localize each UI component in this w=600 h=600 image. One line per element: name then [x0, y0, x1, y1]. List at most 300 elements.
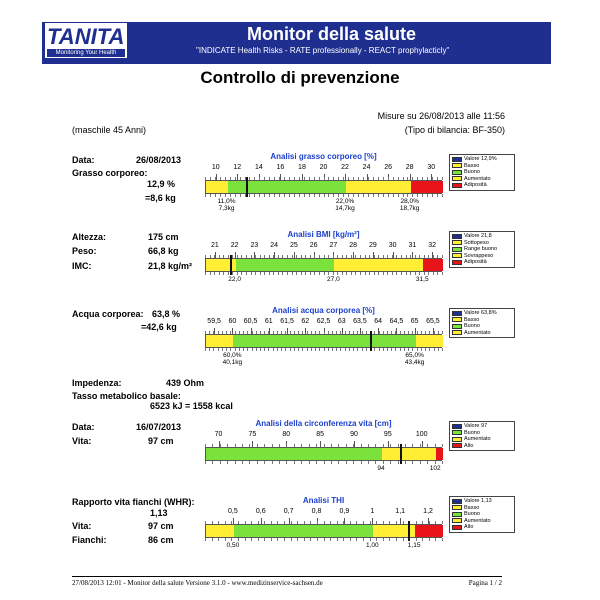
whr-minor-tick [356, 538, 357, 541]
bmi-threshold-label: 31,5 [415, 276, 429, 283]
water-range-green [233, 335, 415, 347]
waist-minor-tick [227, 461, 228, 464]
fat-threshold-kg: 14,7kg [335, 205, 355, 212]
water-minor-tick [311, 348, 312, 351]
waist-minor-tick [257, 461, 258, 464]
whr-range-yellow [206, 525, 234, 537]
bmi-minor-tick [351, 272, 352, 275]
whr-minor-tick [383, 538, 384, 541]
fat-threshold-label: 28,0% [400, 198, 419, 205]
water-minor-tick [442, 331, 443, 334]
whr-minor-tick [396, 538, 397, 541]
fat-tick-label: 18 [298, 164, 306, 171]
waist-minor-tick [427, 461, 428, 464]
water-threshold-label: 60,0% [223, 352, 242, 359]
fat-kg: =8,6 kg [145, 193, 176, 203]
waist-minor-tick [338, 461, 339, 464]
footer-info: 27/08/2013 12:01 - Monitor della salute Versione 3.1.0 - www.medizinservice-sachsen.de [72, 579, 323, 587]
waist-legend [449, 421, 515, 451]
bmi-legend-text: Sottopeso [464, 239, 489, 246]
imc-value: 21,8 kg/m² [148, 261, 193, 271]
water-minor-tick [307, 348, 308, 351]
whr-minor-tick [245, 538, 246, 541]
fat-value-marker [246, 177, 248, 197]
whr-minor-tick [389, 538, 390, 541]
fat-legend-text: Adiposità [464, 182, 487, 188]
waist-date-label: Data: [72, 422, 95, 432]
fat-minor-tick [309, 194, 310, 197]
bmi-legend-swatch [452, 240, 462, 245]
bmi-legend-swatch [452, 234, 462, 239]
whr-minor-tick [442, 538, 443, 541]
whr-minor-tick [350, 538, 351, 541]
fat-tick-label: 12 [233, 164, 242, 171]
water-minor-tick [205, 348, 206, 351]
waist-legend-text: Valore 97 [464, 423, 488, 429]
bmi-tick-label: 21 [210, 242, 219, 249]
bmi-minor-tick [383, 272, 384, 275]
water-threshold-label: 65,0% [405, 352, 424, 359]
water-minor-tick [213, 348, 214, 351]
whr-tick-label: 0,9 [339, 508, 350, 515]
fat-minor-tick [398, 194, 399, 197]
bmi-bar [205, 258, 442, 272]
bmi-tick-label: 24 [270, 242, 279, 249]
water-minor-tick [285, 348, 286, 351]
whr-minor-tick [297, 538, 298, 541]
whr-hip-value: 86 cm [148, 535, 174, 545]
bmi-minor-tick [337, 272, 338, 275]
fat-legend-text: Valore 12,9% [464, 156, 497, 162]
whr-legend-text: Buono [464, 511, 480, 517]
waist-legend-text: Alto [464, 442, 474, 449]
whr-tick-label: 0,7 [283, 508, 294, 515]
waist-legend-swatch [452, 430, 462, 435]
bmi-minor-tick [365, 272, 366, 275]
bmi-minor-tick [241, 272, 242, 275]
bmi-minor-tick [260, 272, 261, 275]
water-minor-tick [302, 348, 303, 351]
fat-label: Grasso corporeo: [72, 168, 148, 178]
whr-tick-label: 1,1 [395, 508, 406, 515]
water-chart-title: Analisi acqua corporea [%] [272, 306, 375, 315]
water-legend-text: Basso [464, 316, 480, 323]
whr-minor-tick [363, 538, 364, 541]
waist-minor-tick [383, 461, 384, 464]
bmi-value-marker [230, 255, 232, 275]
fat-legend-text: Aumentato [464, 175, 491, 182]
waist-legend-text: Aumentato [464, 436, 491, 442]
waist-chart-title: Analisi della circonferenza vita [cm] [255, 419, 392, 428]
fat-minor-tick [358, 194, 359, 197]
bmi-minor-tick [214, 272, 215, 275]
water-minor-tick [277, 348, 278, 351]
bmi-range-yellow [334, 259, 423, 271]
whr-legend-swatch [452, 499, 462, 504]
bmi-minor-tick [378, 272, 379, 275]
bmi-minor-tick [228, 272, 229, 275]
whr-minor-tick [422, 538, 423, 541]
water-range-yellow [416, 335, 443, 347]
water-minor-tick [353, 348, 354, 351]
fat-minor-tick [235, 194, 236, 197]
whr-legend-swatch [452, 512, 462, 517]
whr-minor-tick [435, 538, 436, 541]
water-tick-label: 63 [337, 318, 346, 325]
bmi-minor-tick [301, 272, 302, 275]
water-legend-text: Aumentato [464, 329, 491, 336]
waist-minor-tick [398, 461, 399, 464]
waist-minor-tick [294, 461, 295, 464]
bmi-minor-tick [269, 272, 270, 275]
waist-minor-tick [272, 461, 273, 464]
water-minor-tick [324, 348, 325, 351]
waist-minor-tick [390, 461, 391, 464]
waist-value: 97 cm [148, 436, 174, 446]
whr-waist-value: 97 cm [148, 521, 174, 531]
whr-label: Rapporto vita fianchi (WHR): [72, 497, 195, 507]
whr-range-red [415, 525, 443, 537]
fat-chart-title: Analisi grasso corporeo [%] [270, 152, 377, 161]
fat-legend-text: Buono [464, 169, 480, 175]
waist-minor-tick [264, 461, 265, 464]
water-minor-tick [290, 348, 291, 351]
whr-minor-tick [251, 538, 252, 541]
fat-minor-tick [259, 194, 260, 197]
fat-range-yellow [346, 181, 411, 193]
water-minor-tick [298, 348, 299, 351]
water-minor-tick [268, 348, 269, 351]
whr-minor-tick [343, 538, 344, 541]
fat-minor-tick [269, 194, 270, 197]
water-legend [449, 308, 515, 338]
whr-minor-tick [277, 538, 278, 541]
waist-threshold-label: 102 [429, 465, 441, 472]
waist-minor-tick [361, 461, 362, 464]
waist-minor-tick [368, 461, 369, 464]
bmi-legend-text: Adiposità [464, 259, 487, 265]
water-bar [205, 334, 442, 348]
waist-range-yellow [382, 448, 436, 460]
whr-legend-text: Basso [464, 504, 480, 511]
bmi-minor-tick [374, 272, 375, 275]
water-tick-label: 61 [264, 318, 273, 325]
waist-minor-tick [324, 461, 325, 464]
whr-minor-tick [310, 538, 311, 541]
fat-legend-swatch [452, 183, 462, 188]
water-minor-tick [417, 348, 418, 351]
whr-legend-text: Aumentato [464, 517, 491, 524]
whr-minor-tick [258, 538, 259, 541]
water-minor-tick [400, 348, 401, 351]
water-tick-label: 61,5 [280, 318, 294, 325]
water-minor-tick [345, 348, 346, 351]
height-value: 175 cm [148, 232, 179, 242]
water-minor-tick [391, 348, 392, 351]
whr-minor-tick [231, 538, 232, 541]
fat-tick-label: 26 [384, 164, 393, 171]
waist-range-green [206, 448, 382, 460]
whr-minor-tick [337, 538, 338, 541]
fat-tick-label: 30 [427, 164, 436, 171]
bmi-minor-tick [314, 272, 315, 275]
bmi-minor-tick [237, 272, 238, 275]
waist-minor-tick [405, 461, 406, 464]
bmi-minor-tick [428, 272, 429, 275]
tanita-logo [45, 23, 127, 58]
fat-minor-tick [388, 194, 389, 197]
waist-minor-tick [309, 461, 310, 464]
fat-minor-tick [353, 194, 354, 197]
imc-label: IMC: [72, 261, 92, 271]
fat-minor-tick [264, 194, 265, 197]
fat-minor-tick [422, 194, 423, 197]
bmi-minor-tick [401, 272, 402, 275]
bmi-tick-label: 29 [368, 242, 377, 249]
water-minor-tick [222, 348, 223, 351]
fat-tick-label: 22 [341, 164, 349, 171]
fat-minor-tick [274, 194, 275, 197]
water-legend-text: Buono [464, 323, 480, 329]
bmi-minor-tick [282, 272, 283, 275]
waist-minor-tick [279, 461, 280, 464]
bmi-legend-swatch [452, 260, 462, 265]
fat-legend-swatch [452, 163, 462, 168]
water-minor-tick [357, 348, 358, 351]
water-minor-tick [319, 348, 320, 351]
whr-legend-swatch [452, 525, 462, 530]
bmi-minor-tick [392, 272, 393, 275]
waist-legend-swatch [452, 437, 462, 442]
fat-minor-tick [393, 194, 394, 197]
waist-minor-tick [346, 461, 347, 464]
whr-bar [205, 524, 442, 538]
water-minor-tick [239, 348, 240, 351]
water-minor-tick [404, 348, 405, 351]
water-legend-swatch [452, 324, 462, 329]
bmi-threshold-label: 27,0 [327, 276, 340, 283]
bmi-range-green [236, 259, 335, 271]
fat-range-red [411, 181, 443, 193]
water-tick-label: 62 [301, 318, 310, 325]
water-legend-swatch [452, 311, 462, 316]
whr-waist-label: Vita: [72, 521, 92, 531]
impedance-value: 439 Ohm [166, 378, 205, 388]
bmi-minor-tick [355, 272, 356, 275]
fat-minor-tick [343, 194, 344, 197]
waist-minor-tick [205, 461, 206, 464]
bmi-minor-tick [223, 272, 224, 275]
waist-minor-tick [316, 461, 317, 464]
weight-label: Peso: [72, 246, 97, 256]
bmi-minor-tick [424, 272, 425, 275]
whr-minor-tick [304, 538, 305, 541]
fat-tick-label: 10 [211, 164, 220, 171]
page-title: Controllo di prevenzione [200, 68, 400, 87]
water-minor-tick [243, 348, 244, 351]
fat-minor-tick [299, 194, 300, 197]
fat-minor-tick [205, 194, 206, 197]
water-tick-label: 63,5 [353, 318, 367, 325]
bmi-legend-text: Sovrappeso [464, 252, 494, 259]
fat-range-yellow [206, 181, 228, 193]
fat-minor-tick [324, 194, 325, 197]
waist-tick-label: 100 [415, 431, 428, 438]
bmi-minor-tick [442, 272, 443, 275]
fat-minor-tick [210, 194, 211, 197]
whr-tick-label: 1,2 [423, 508, 433, 515]
waist-minor-tick [420, 461, 421, 464]
whr-range-green [234, 525, 373, 537]
water-legend-swatch [452, 317, 462, 322]
bmi-minor-tick [442, 255, 443, 258]
water-minor-tick [340, 348, 341, 351]
bmi-minor-tick [287, 272, 288, 275]
fat-bar [205, 180, 442, 194]
water-label: Acqua corporea: [72, 309, 144, 319]
water-minor-tick [349, 348, 350, 351]
whr-minor-tick [284, 538, 285, 541]
water-minor-tick [383, 348, 384, 351]
whr-tick-label: 0,8 [311, 508, 322, 515]
whr-threshold-label: 1,00 [365, 542, 379, 549]
whr-minor-tick [416, 538, 417, 541]
fat-minor-tick [249, 194, 250, 197]
whr-minor-tick [317, 538, 318, 541]
fat-tick-label: 28 [405, 164, 414, 171]
water-minor-tick [429, 348, 430, 351]
bmi-minor-tick [319, 272, 320, 275]
bmi-tick-label: 26 [309, 242, 318, 249]
bmi-minor-tick [328, 272, 329, 275]
waist-minor-tick [412, 461, 413, 464]
water-threshold-kg: 40,1kg [222, 359, 243, 366]
waist-minor-tick [375, 461, 376, 464]
whr-minor-tick [218, 538, 219, 541]
bmi-minor-tick [205, 272, 206, 275]
metabolic-label: Tasso metabolico basale: [72, 391, 181, 401]
bmi-minor-tick [264, 272, 265, 275]
bmi-legend-text: Range buono [464, 246, 498, 252]
bmi-legend-text: Valore 21,8 [464, 233, 492, 239]
water-minor-tick [230, 348, 231, 351]
bmi-tick-label: 23 [250, 242, 259, 249]
water-threshold-kg: 43,4kg [404, 359, 425, 366]
fat-minor-tick [314, 194, 315, 197]
water-minor-tick [226, 348, 227, 351]
bmi-minor-tick [251, 272, 252, 275]
waist-tick-label: 75 [248, 431, 257, 438]
bmi-tick-label: 25 [289, 242, 298, 249]
fat-minor-tick [289, 194, 290, 197]
fat-tick-label: 16 [276, 164, 285, 171]
fat-minor-tick [294, 194, 295, 197]
fat-minor-tick [333, 194, 334, 197]
fat-tick-label: 14 [254, 164, 263, 171]
whr-minor-tick [429, 538, 430, 541]
fat-tick-label: 24 [362, 164, 371, 171]
bmi-minor-tick [255, 272, 256, 275]
bmi-minor-tick [433, 272, 434, 275]
scale-type: (Tipo di bilancia: BF-350) [404, 125, 505, 135]
waist-tick-label: 90 [350, 431, 358, 438]
water-minor-tick [374, 348, 375, 351]
whr-minor-tick [264, 538, 265, 541]
water-minor-tick [387, 348, 388, 351]
bmi-tick-label: 28 [349, 242, 358, 249]
bmi-minor-tick [406, 272, 407, 275]
water-minor-tick [362, 348, 363, 351]
water-minor-tick [408, 348, 409, 351]
waist-bar [205, 447, 442, 461]
height-label: Altezza: [72, 232, 107, 242]
whr-minor-tick [324, 538, 325, 541]
bmi-minor-tick [219, 272, 220, 275]
waist-minor-tick [242, 461, 243, 464]
bmi-minor-tick [296, 272, 297, 275]
bmi-minor-tick [419, 272, 420, 275]
water-minor-tick [281, 348, 282, 351]
waist-legend-item [452, 443, 512, 450]
waist-label: Vita: [72, 436, 92, 446]
water-tick-label: 60,5 [243, 318, 258, 325]
water-minor-tick [332, 348, 333, 351]
fat-minor-tick [442, 177, 443, 180]
fat-minor-tick [403, 194, 404, 197]
whr-legend-item [452, 524, 512, 531]
whr-legend-text: Valore 1,13 [464, 498, 492, 504]
fat-minor-tick [230, 194, 231, 197]
bmi-minor-tick [246, 272, 247, 275]
bmi-minor-tick [292, 272, 293, 275]
water-minor-tick [434, 348, 435, 351]
whr-minor-tick [442, 521, 443, 524]
fat-minor-tick [328, 194, 329, 197]
waist-tick-label: 95 [383, 431, 392, 438]
fat-minor-tick [220, 194, 221, 197]
fat-minor-tick [383, 194, 384, 197]
fat-minor-tick [437, 194, 438, 197]
bmi-tick-label: 22 [230, 242, 239, 249]
page-number: Pagina 1 / 2 [468, 579, 502, 587]
water-tick-label: 65 [410, 318, 419, 325]
bmi-minor-tick [305, 272, 306, 275]
waist-minor-tick [435, 461, 436, 464]
water-legend-text: Valore 63,8% [464, 310, 497, 316]
bmi-minor-tick [410, 272, 411, 275]
whr-legend-text: Alto [464, 524, 474, 530]
whr-threshold-label: 1,15 [407, 542, 421, 549]
bmi-minor-tick [396, 272, 397, 275]
fat-minor-tick [363, 194, 364, 197]
bmi-minor-tick [324, 272, 325, 275]
bmi-minor-tick [437, 272, 438, 275]
water-minor-tick [442, 348, 443, 351]
water-minor-tick [264, 348, 265, 351]
fat-minor-tick [240, 194, 241, 197]
whr-threshold-label: 0,50 [226, 542, 240, 549]
bmi-minor-tick [333, 272, 334, 275]
whr-minor-tick [291, 538, 292, 541]
whr-minor-tick [403, 538, 404, 541]
waist-minor-tick [353, 461, 354, 464]
fat-minor-tick [407, 194, 408, 197]
waist-tick-label: 80 [282, 431, 291, 438]
water-minor-tick [247, 348, 248, 351]
fat-threshold-label: 11,0% [217, 198, 236, 205]
waist-minor-tick [212, 461, 213, 464]
fat-minor-tick [254, 194, 255, 197]
